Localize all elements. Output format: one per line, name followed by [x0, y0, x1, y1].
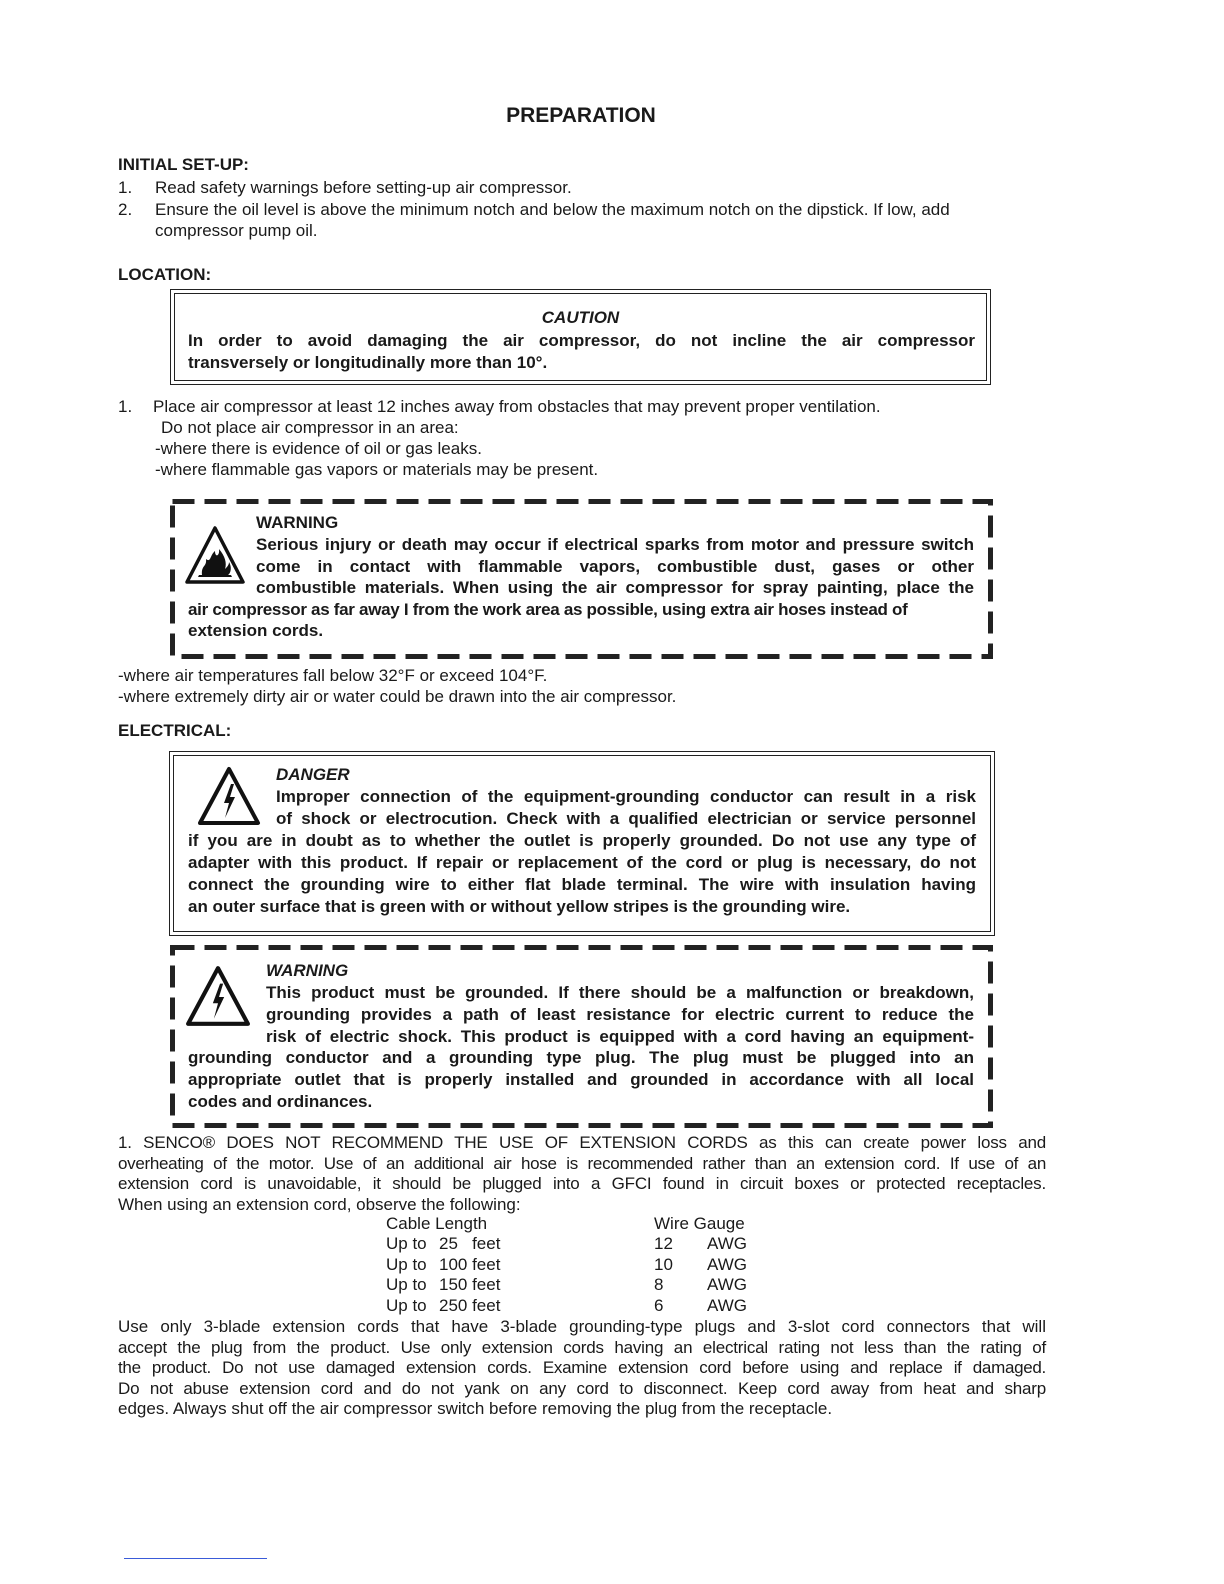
column-header: Cable Length [386, 1214, 488, 1233]
caution-box [170, 289, 991, 385]
table-cell: Up to [386, 1275, 427, 1295]
location-list [118, 396, 1048, 486]
list-item-text: Do not place air compressor in an area: [161, 418, 459, 437]
table-cell: 250 feet [439, 1295, 501, 1315]
warning-line: Serious injury or death may occur if electrical sparks from motor and pressure switch [256, 535, 974, 554]
danger-line: connect the grounding wire to either flat blade terminal. The wire with insulation having [188, 875, 976, 894]
warning-line: air compressor as far away I from the work area as possible, using extra air hoses instead of [188, 600, 908, 619]
list-item-text: Ensure the oil level is above the minimum notch and below the maximum notch on the dipstick. If low, add [155, 200, 950, 219]
table-cell: AWG [707, 1295, 747, 1315]
table-cell: 12 [654, 1234, 673, 1254]
list-number: 1. [118, 178, 133, 197]
list-item-text: -where flammable gas vapors or materials may be present. [155, 460, 599, 479]
paragraph-line: Use only 3-blade extension cords that have 3-blade grounding-type plugs and 3-slot cord connectors that will [118, 1317, 1046, 1336]
danger-line: Improper connection of the equipment-grounding conductor can result in a risk [276, 787, 976, 806]
warning-title: WARNING [256, 513, 339, 532]
paragraph-line: the product. Do not use damaged extension cords. Examine extension cord before using and replace if damaged. [118, 1358, 1046, 1377]
warning-title: WARNING [266, 961, 349, 980]
table-cell: 150 feet [439, 1275, 501, 1295]
warning-box-ground [170, 945, 993, 1128]
table-cell: 25 feet [439, 1234, 501, 1254]
warning-line: codes and ordinances. [188, 1092, 373, 1111]
table-row [386, 1255, 747, 1275]
warning-line: come in contact with flammable vapors, combustible dust, gases or other [256, 557, 974, 576]
danger-title: DANGER [276, 765, 350, 784]
paragraph-line: edges. Always shut off the air compressor switch before removing the plug from the receptacle. [118, 1399, 833, 1418]
table-row [386, 1296, 747, 1316]
table-cell: Up to [386, 1295, 427, 1315]
paragraph-line: accept the plug from the product. Use only extension cords having an electrical rating not less than the rating of [118, 1337, 1046, 1357]
warning-line: appropriate outlet that is properly installed and grounded in accordance with all local [188, 1070, 974, 1089]
page-title: PREPARATION [506, 104, 656, 127]
paragraph-line: extension cord is unavoidable, it should be plugged into a GFCI found in circuit boxes or protected receptacles. [118, 1174, 1046, 1193]
warning-line: This product must be grounded. If there should be a malfunction or breakdown, [266, 983, 974, 1002]
list-item-text: Read safety warnings before setting-up air compressor. [155, 178, 572, 197]
list-item-text-cont: compressor pump oil. [155, 221, 318, 240]
location-note: -where air temperatures fall below 32°F or exceed 104°F. [118, 666, 548, 685]
cable-gauge-table [386, 1214, 747, 1316]
list-item-text: Place air compressor at least 12 inches away from obstacles that may prevent proper ventilation. [153, 397, 881, 416]
table-cell: Up to [386, 1234, 427, 1254]
paragraph-line: overheating of the motor. Use of an additional air hose is recommended rather than an extension cord. If use of an [118, 1153, 1046, 1173]
electrical-heading: ELECTRICAL: [118, 721, 232, 740]
table-cell: AWG [707, 1234, 747, 1254]
table-row [386, 1234, 747, 1254]
table-cell: AWG [707, 1275, 747, 1295]
footer-divider [124, 1558, 267, 1559]
table-cell: 100 feet [439, 1254, 501, 1274]
extension-cord-rules-paragraph [118, 1317, 1046, 1420]
danger-box [169, 751, 995, 936]
paragraph-line: When using an extension cord, observe the following: [118, 1194, 521, 1214]
location-note: -where extremely dirty air or water could be drawn into the air compressor. [118, 687, 677, 706]
table-cell: AWG [707, 1254, 747, 1274]
paragraph-line: Do not abuse extension cord and do not yank on any cord to disconnect. Keep cord away from heat and sharp [118, 1378, 1046, 1398]
location-heading: LOCATION: [118, 265, 212, 284]
danger-line: if you are in doubt as to whether the outlet is properly grounded. Do not use any type of [188, 831, 976, 850]
danger-line: adapter with this product. If repair or replacement of the cord or plug is necessary, do not [188, 853, 976, 872]
table-cell: 6 [654, 1295, 664, 1315]
warning-line: risk of electric shock. This product is equipped with a cord having an equipment- [266, 1027, 974, 1046]
initial-setup-heading: INITIAL SET-UP: [118, 155, 249, 174]
danger-line: an outer surface that is green with or without yellow stripes is the grounding wire. [188, 897, 851, 916]
initial-setup-list [118, 177, 1048, 247]
column-header: Wire Gauge [654, 1214, 745, 1233]
list-number: 1. [118, 397, 133, 416]
danger-line: of shock or electrocution. Check with a qualified electrician or service personnel [276, 809, 976, 828]
table-header-row [386, 1214, 747, 1234]
electric-shock-icon [197, 766, 261, 831]
caution-line: In order to avoid damaging the air compressor, do not incline the air compressor [188, 331, 975, 350]
warning-line: grounding provides a path of least resistance for electric current to reduce the [266, 1005, 974, 1024]
warning-line: grounding conductor and a grounding type plug. The plug must be plugged into an [188, 1048, 974, 1067]
table-cell: 10 [654, 1254, 673, 1274]
warning-line: combustible materials. When using the air compressor for spray painting, place the [256, 578, 974, 597]
warning-box-fire [170, 499, 993, 659]
list-number: 2. [118, 200, 133, 219]
caution-line: transversely or longitudinally more than 10°. [188, 353, 548, 372]
table-cell: 8 [654, 1275, 664, 1295]
table-row [386, 1275, 747, 1295]
warning-line: extension cords. [188, 621, 324, 640]
table-cell: Up to [386, 1254, 427, 1274]
list-item-text: -where there is evidence of oil or gas leaks. [155, 439, 482, 458]
caution-title: CAUTION [541, 308, 620, 327]
extension-cord-paragraph [118, 1133, 1046, 1215]
paragraph-line: 1. SENCO® DOES NOT RECOMMEND THE USE OF EXTENSION CORDS as this can create power loss and [118, 1133, 1046, 1152]
